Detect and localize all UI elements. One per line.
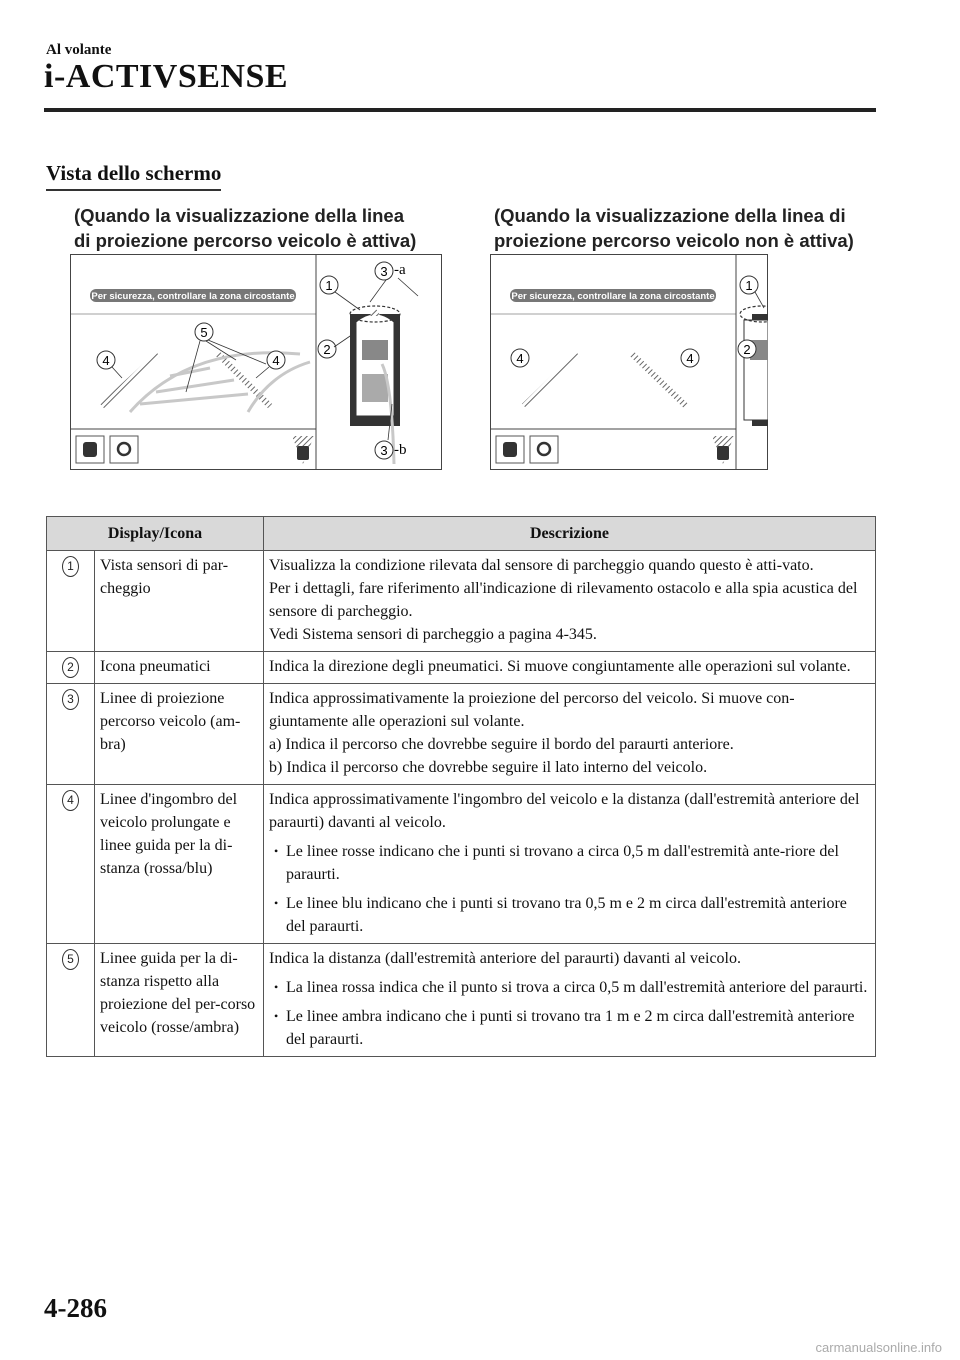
chapter-label: Al volante [46,42,112,58]
callout-3-b-suffix: -b [394,442,407,458]
table-header-row [47,517,876,551]
figure-1-banner: Per sicurezza, controllare la zona circostante [91,291,295,302]
bullet-item: • La linea rossa indica che il punto si trova a circa 0,5 m dall'estremità anteriore del paraurti. [269,976,870,999]
table-row [47,944,876,1057]
callout-4-right: 4 [272,353,280,368]
callout-3-a-suffix: -a [394,262,406,278]
row-description: Visualizza la condizione rilevata dal sensore di parcheggio quando questo è atti-vato. Per i dettagli, fare riferimento all'indicazione di rilevamento ostacolo e alla spia acustica del sensore di parcheggio. Vedi Sistema sensori di parcheggio a pagina 4-345. [264,551,876,652]
section-title: Vista dello schermo [46,161,221,191]
row-number-badge: 3 [62,689,79,710]
table-row [47,684,876,785]
row-item-name: Vista sensori di par-cheggio [95,551,264,652]
figure-2-screen-view [490,254,768,470]
row-description: Indica la distanza (dall'estremità anteriore del paraurti) davanti al veicolo. • La linea rossa indica che il punto si trova a circa 0,5 m dall'estremità anteriore del paraurti. • Le linee ambra indicano che i punti si trovano tra 1 m e 2 m circa dall'estremità anteriore del paraurti. [264,944,876,1057]
figure-1-caption-line1: (Quando la visualizzazione della linea [74,205,405,226]
row-number-badge: 2 [62,657,79,678]
header-rule [44,108,876,112]
figure-2-caption-line2: proiezione percorso veicolo non è attiva) [494,230,854,251]
row-number-badge: 4 [62,790,79,811]
figure-1-caption-line2: di proiezione percorso veicolo è attiva) [74,230,417,251]
table-row [47,652,876,684]
page-number: 4-286 [44,1293,107,1323]
callout-2: 2 [323,342,331,357]
parking-sensor-view [740,306,768,426]
settings-icon [530,436,558,463]
callout-4-left: 4 [102,353,110,368]
figure-2-caption-line1: (Quando la visualizzazione della linea di [494,205,846,226]
figure-1-caption [74,203,416,253]
cross-reference: Vedi Sistema sensori di parcheggio a pagina 4-345. [269,626,597,643]
figure-2-banner: Per sicurezza, controllare la zona circostante [511,291,715,302]
callout-5: 5 [200,325,208,340]
callout-4-right: 4 [686,351,694,366]
callout-1: 1 [325,278,333,293]
callout-3-b: 3 [380,443,388,458]
callout-4-left: 4 [516,351,524,366]
figure-2-caption [494,203,854,253]
row-item-name: Icona pneumatici [95,652,264,684]
row-item-name: Linee guida per la di-stanza rispetto alla proiezione del per-corso veicolo (rosse/ambra) [95,944,264,1057]
row-description: Indica la direzione degli pneumatici. Si muove congiuntamente alle operazioni sul volante. [264,652,876,684]
row-number-badge: 1 [62,556,79,577]
header-display-icon: Display/Icona [47,517,264,551]
row-number-badge: 5 [62,949,79,970]
watermark: carmanualsonline.info [815,1340,942,1355]
bullet-item: • Le linee ambra indicano che i punti si trovano tra 1 m e 2 m circa dall'estremità anteriore del paraurti. [269,1005,870,1051]
settings-icon [110,436,138,463]
bullet-item: • Le linee rosse indicano che i punti si trovano a circa 0,5 m dall'estremità ante-riore del paraurti. [269,840,870,886]
parking-sensor-view [350,306,400,426]
callout-1: 1 [745,278,753,293]
table-row [47,551,876,652]
row-item-name: Linee d'ingombro del veicolo prolungate e linee guida per la di-stanza (rossa/blu) [95,785,264,944]
header-description: Descrizione [264,517,876,551]
description-table [46,516,876,1057]
row-item-name: Linee di proiezione percorso veicolo (am-bra) [95,684,264,785]
callout-2: 2 [743,342,751,357]
bullet-item: • Le linee blu indicano che i punti si trovano tra 0,5 m e 2 m circa dall'estremità anteriore del paraurti. [269,892,870,938]
row-description: Indica approssimativamente l'ingombro del veicolo e la distanza (dall'estremità anteriore del paraurti) davanti al veicolo. • Le linee rosse indicano che i punti si trovano a circa 0,5 m dall'estremità ante-riore del paraurti. • Le linee blu indicano che i punti si trovano tra 0,5 m e 2 m circa dall'estremità anteriore del paraurti. [264,785,876,944]
chapter-title: i-ACTIVSENSE [44,58,289,95]
callout-3: 3 [380,264,388,279]
row-description: Indica approssimativamente la proiezione del percorso del veicolo. Si muove con-giuntamente alle operazioni sul volante. a) Indica il percorso che dovrebbe seguire il bordo del paraurti anteriore. b) Indica il percorso che dovrebbe seguire il lato interno del veicolo. [264,684,876,785]
table-row [47,785,876,944]
figure-1-screen-view [70,254,442,470]
